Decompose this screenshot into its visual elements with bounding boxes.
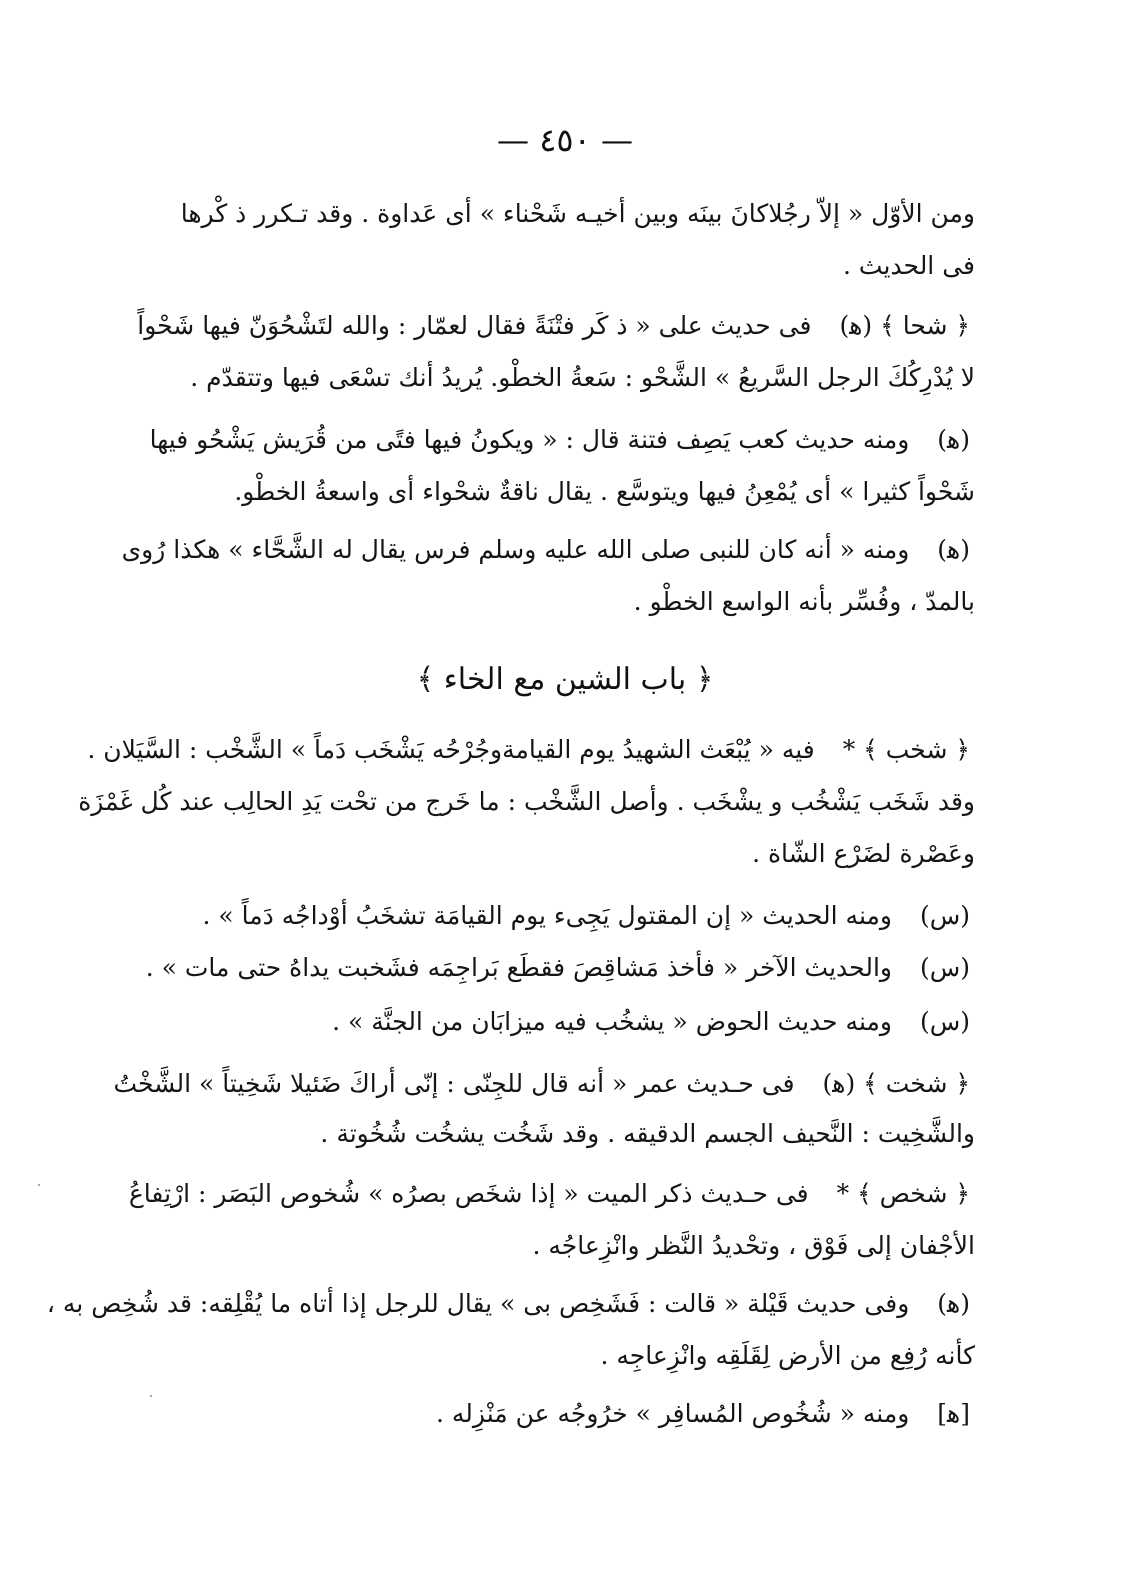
entry-line xyxy=(128,1174,970,1214)
line-text: ومنه حديث الحوض « يشخُب فيه ميزابَان من الجنَّة » . xyxy=(332,1007,892,1036)
entry-marker: ﴿ شخت ﴾ (ﻫ) xyxy=(822,1069,970,1098)
line-text: فى الحديث . xyxy=(843,251,975,280)
scan-speck xyxy=(150,1395,152,1397)
line-text: وقد شَخَب يَشْخُب و يشْخَب . وأصل الشَّخْب : ما خَرج من تحْت يَدِ الحالِب عند كُل غَمْزَة xyxy=(78,787,975,816)
page-number: — ٤٥٠ — xyxy=(497,121,633,159)
line-text: فيه « يُبْعَث الشهيدُ يوم القيامةوجُرْحُه يَشْخَب دَماً » الشَّخْب : السَّيَلان . xyxy=(87,735,815,764)
entry-marker: ﴿ شحا ﴾ (ﻫ) xyxy=(839,311,970,340)
entry-marker: (ﻫ) xyxy=(937,425,970,454)
text-line xyxy=(155,1336,975,1376)
line-text: وفى حديث قَيْلة « قالت : فَشَخِص بى » يقال للرجل إذا أتاه ما يُقْلِقه: قد شُخِص به ، xyxy=(46,1289,910,1318)
entry-line xyxy=(150,420,970,460)
text-line xyxy=(78,782,975,822)
entry-marker: (س) xyxy=(919,953,970,982)
line-text: ومنه « أنه كان للنبى صلى الله عليه وسلم فرس يقال له الشَّحَّاء » هكذا رُوى xyxy=(121,535,910,564)
section-heading: ﴿ باب الشين مع الخاء ﴾ xyxy=(416,662,714,697)
line-text: ومن الأوّل « إلاّ رجُلاكانَ بينَه وبين أخيـه شَحْناء » أى عَداوة . وقد تـكرر ذ كْرها xyxy=(180,199,975,228)
line-text: فى حـديث عمر « أنه قال للجِنّى : إنّى أراكَ ضَئيلا شَخِيتاً » الشَّخْتُ xyxy=(113,1069,795,1098)
text-line xyxy=(155,1114,975,1154)
text-line xyxy=(155,194,975,234)
scan-speck xyxy=(38,1184,40,1186)
text-line xyxy=(155,1226,975,1266)
entry-line xyxy=(121,530,970,570)
line-text: شَحْواً كثيرا » أى يُمْعِنُ فيها ويتوسَّع . يقال ناقةٌ شحْواء أى واسعةُ الخطْو. xyxy=(234,477,975,506)
text-line xyxy=(155,582,975,622)
entry-marker: (س) xyxy=(919,1007,970,1036)
entry-marker: (ﻫ) xyxy=(937,535,970,564)
entry-line xyxy=(137,306,970,346)
line-text: فى حـديث ذكر الميت « إذا شخَص بصرُه » شُخوص البَصَر : ارْتِفاعُ xyxy=(128,1179,809,1208)
line-text: الأجْفان إلى فَوْق ، وتحْديدُ النَّظر وانْزِعاجُه . xyxy=(532,1231,975,1260)
line-text: كأنه رُفِع من الأرض لِقَلَقِه وانْزِعاجِه . xyxy=(600,1341,975,1370)
entry-line xyxy=(150,1002,970,1042)
line-text: وعَصْرة لضَرْع الشّاة . xyxy=(752,839,975,868)
entry-marker: [ﻫ] xyxy=(937,1399,970,1428)
line-text: والشَّخِيت : النَّحيف الجسم الدقيقه . وقد شَخُت يشخُت شُخُوتة . xyxy=(320,1119,975,1148)
line-text: لا يُدْرِكُكَ الرجل السَّريعُ » الشَّحْو : سَعةُ الخطْو. يُريدُ أنك تسْعَى فيها وتتقدّم . xyxy=(190,363,975,392)
line-text: فى حديث على « ذ كَر فتْنَةً فقال لعمّار : والله لتَشْحُوَنّ فيها شَحْواً xyxy=(137,311,812,340)
entry-marker: ﴿ شخب ﴾ * xyxy=(842,735,970,764)
entry-line xyxy=(150,896,970,936)
entry-marker: (س) xyxy=(919,901,970,930)
line-text: ومنه حديث كعب يَصِف فتنة قال : « ويكونُ فيها فتًى من قُرَيش يَشْحُو فيها xyxy=(149,425,910,454)
text-line xyxy=(155,358,975,398)
text-line xyxy=(155,472,975,512)
text-line xyxy=(155,246,975,286)
line-text: ومنه « شُخُوص المُسافِر » خرُوجُه عن مَنْزِله . xyxy=(435,1399,910,1428)
text-line xyxy=(155,834,975,874)
entry-marker: ﴿ شخص ﴾ * xyxy=(836,1179,970,1208)
entry-line xyxy=(46,1284,970,1324)
entry-line xyxy=(113,1064,970,1104)
line-text: بالمدّ ، وفُسِّر بأنه الواسع الخطْو . xyxy=(633,587,975,616)
entry-marker: (ﻫ) xyxy=(937,1289,970,1318)
entry-line xyxy=(150,1394,970,1434)
line-text: ومنه الحديث « إن المقتول يَجِىء يوم القيامَة تشخَبُ أوْداجُه دَماً » . xyxy=(202,901,892,930)
entry-line xyxy=(87,730,970,770)
entry-line xyxy=(145,948,970,988)
line-text: والحديث الآخر « فأخذ مَشاقِصَ فقطَع بَراجِمَه فشَخبت يداهُ حتى مات » . xyxy=(145,953,892,982)
